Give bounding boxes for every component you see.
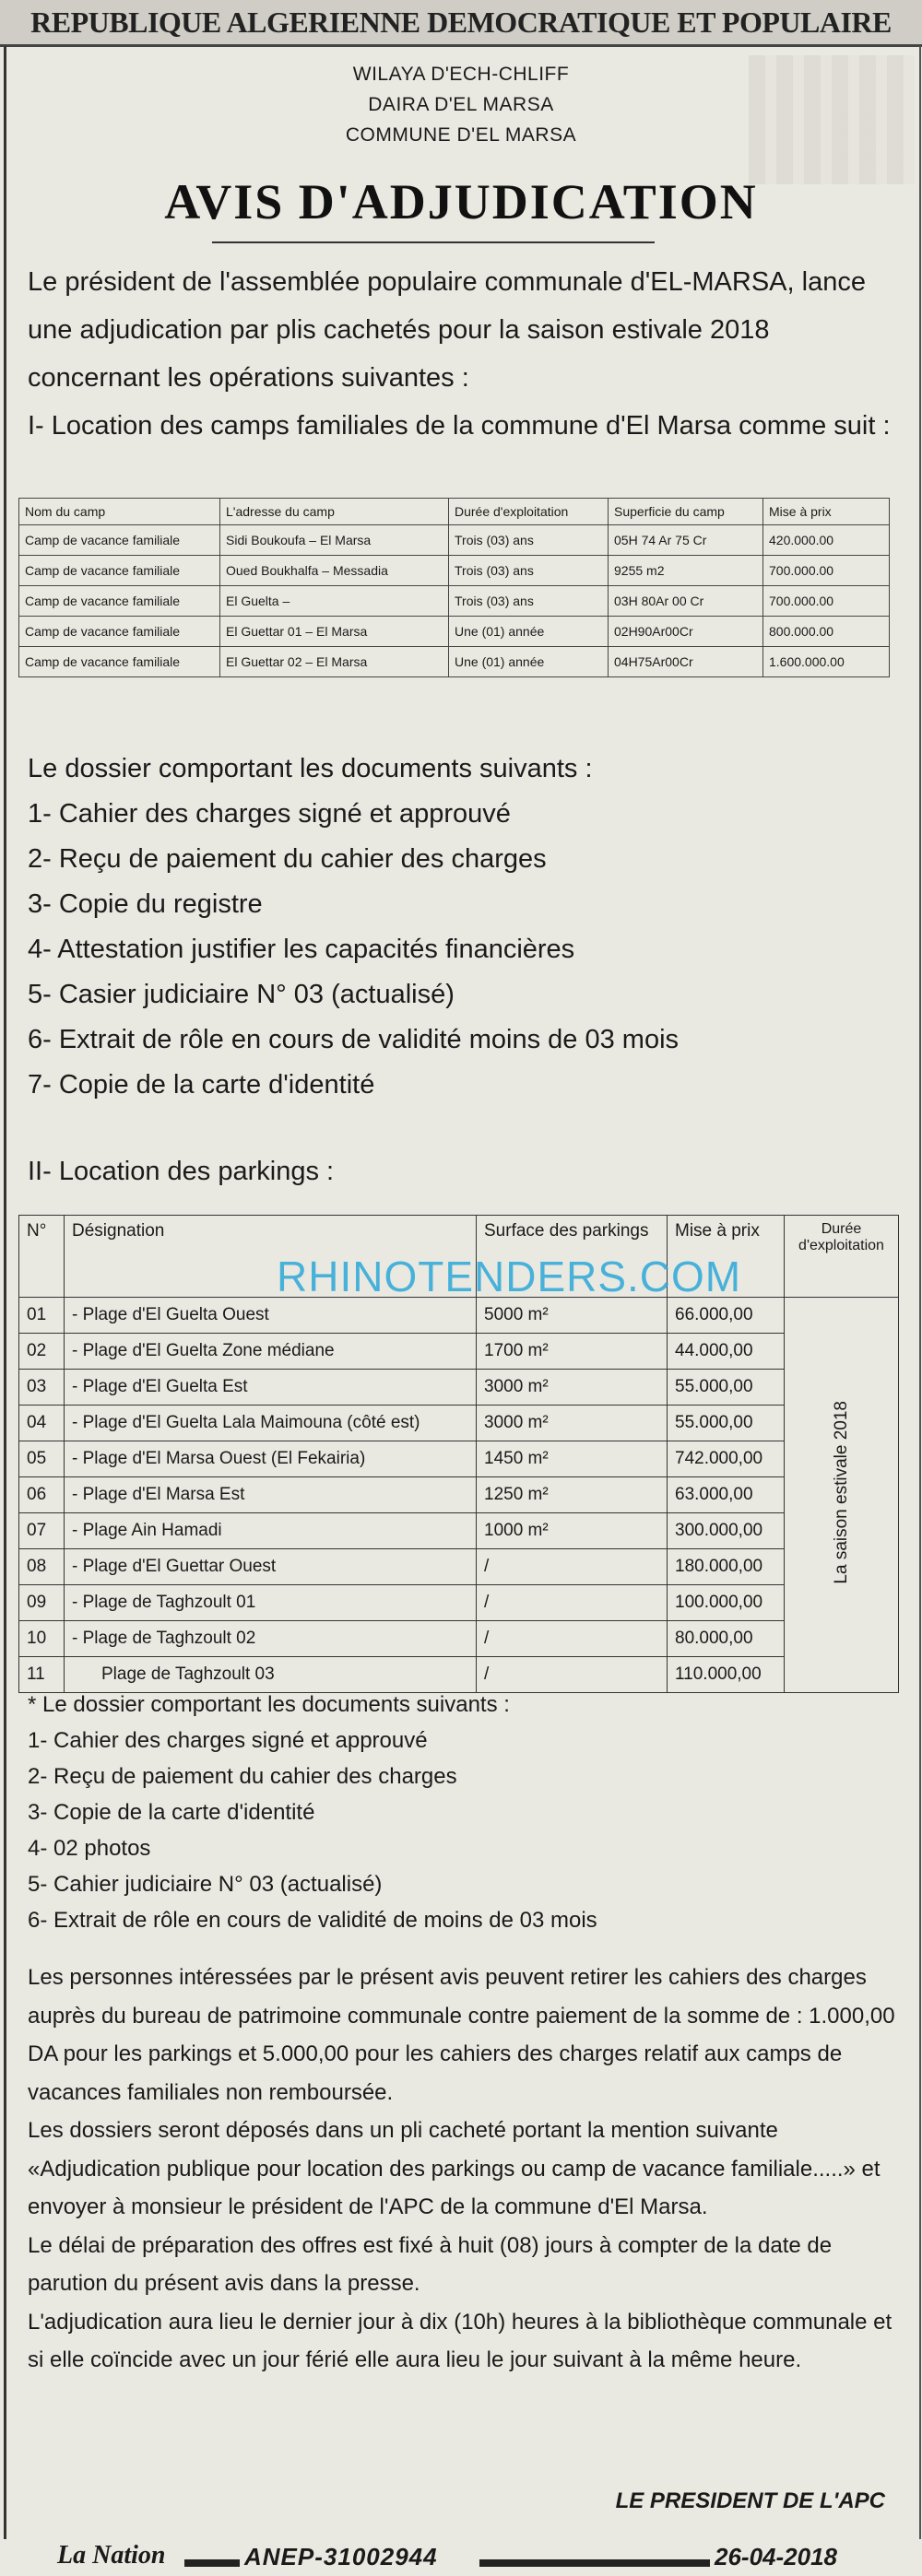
header-cell: Mise à prix bbox=[763, 499, 890, 525]
cell: - Plage de Taghzoult 02 bbox=[65, 1621, 477, 1657]
cell: 1.600.000.00 bbox=[763, 647, 890, 677]
cell: 700.000.00 bbox=[763, 586, 890, 617]
cell: Oued Boukhalfa – Messadia bbox=[220, 556, 449, 586]
cell: / bbox=[477, 1657, 668, 1693]
cell: 02H90Ar00Cr bbox=[609, 617, 763, 647]
cell: 180.000,00 bbox=[668, 1549, 785, 1585]
cell: 55.000,00 bbox=[668, 1370, 785, 1406]
anep-reference: ANEP-31002944 bbox=[244, 2543, 438, 2570]
table-row bbox=[19, 647, 890, 677]
signature: LE PRESIDENT DE L'APC bbox=[615, 2488, 885, 2513]
cell: 01 bbox=[19, 1298, 65, 1334]
documents-list-parkings bbox=[28, 1687, 904, 1938]
cell: 80.000,00 bbox=[668, 1621, 785, 1657]
header-cell: Superficie du camp bbox=[609, 499, 763, 525]
section-2-heading: II- Location des parkings : bbox=[28, 1157, 335, 1186]
header-cell: Durée d'exploitation bbox=[785, 1216, 899, 1298]
table-row bbox=[19, 1406, 899, 1441]
cell: 300.000,00 bbox=[668, 1513, 785, 1549]
conditions-text bbox=[28, 1958, 899, 2380]
list-item: 5- Cahier judiciaire N° 03 (actualisé) bbox=[28, 1872, 383, 1897]
cell: 44.000,00 bbox=[668, 1334, 785, 1370]
cell: 06 bbox=[19, 1477, 65, 1513]
header-cell: Durée d'exploitation bbox=[449, 499, 609, 525]
list-intro: * Le dossier comportant les documents suivants : bbox=[28, 1692, 510, 1717]
cell: - Plage de Taghzoult 01 bbox=[65, 1585, 477, 1621]
cell: 742.000,00 bbox=[668, 1441, 785, 1477]
daira-line: DAIRA D'EL MARSA bbox=[368, 94, 554, 115]
watermark: RHINOTENDERS.COM bbox=[277, 1253, 742, 1300]
list-item: 4- 02 photos bbox=[28, 1836, 151, 1861]
cell: Camp de vacance familiale bbox=[19, 617, 220, 647]
paragraph: Les personnes intéressées par le présent avis peuvent retirer les cahiers des charges auprès du bureau de patrimoine communale contre paiement de la somme de : 1.000,00 DA pour les parkings et 5.000,00 pour les cahiers des charges relatif aux camps de vacances familiales non remboursée. bbox=[28, 1965, 895, 2105]
intro bbox=[28, 258, 894, 450]
cell: 1700 m² bbox=[477, 1334, 668, 1370]
cell: 3000 m² bbox=[477, 1406, 668, 1441]
cell: 03H 80Ar 00 Cr bbox=[609, 586, 763, 617]
duration-cell bbox=[785, 1298, 899, 1693]
cell: 10 bbox=[19, 1621, 65, 1657]
cell: - Plage d'El Guelta Est bbox=[65, 1370, 477, 1406]
header-cell: Nom du camp bbox=[19, 499, 220, 525]
cell: 03 bbox=[19, 1370, 65, 1406]
cell: / bbox=[477, 1549, 668, 1585]
cell: 04 bbox=[19, 1406, 65, 1441]
duration-text: La saison estivale 2018 bbox=[831, 1400, 851, 1584]
cell: Une (01) année bbox=[449, 647, 609, 677]
notice-title: AVIS D'ADJUDICATION bbox=[164, 174, 758, 229]
cell: El Guelta – bbox=[220, 586, 449, 617]
cell: - Plage d'El Guettar Ouest bbox=[65, 1549, 477, 1585]
cell: 66.000,00 bbox=[668, 1298, 785, 1334]
table-row bbox=[19, 556, 890, 586]
wilaya-line: WILAYA D'ECH-CHLIFF bbox=[352, 64, 570, 85]
header-cell: Désignation bbox=[65, 1216, 477, 1298]
issuer-header bbox=[0, 59, 922, 150]
header-cell: L'adresse du camp bbox=[220, 499, 449, 525]
list-item: 6- Extrait de rôle en cours de validité moins de 03 mois bbox=[28, 1025, 680, 1054]
list-item: 2- Reçu de paiement du cahier des charges bbox=[28, 844, 547, 874]
header-cell: N° bbox=[19, 1216, 65, 1298]
list-intro: Le dossier comportant les documents suivants : bbox=[28, 754, 593, 783]
cell: 3000 m² bbox=[477, 1370, 668, 1406]
cell: Camp de vacance familiale bbox=[19, 556, 220, 586]
cell: 700.000.00 bbox=[763, 556, 890, 586]
paragraph: Le délai de préparation des offres est fixé à huit (08) jours à compter de la date de parution du présent avis dans la presse. bbox=[28, 2232, 833, 2296]
paragraph: Les dossiers seront déposés dans un pli cacheté portant la mention suivante «Adjudication publique pour location des parkings ou camp de vacance familiale.....» et envoyer à monsieur le président de l'APC de la commune d'El Marsa. bbox=[28, 2118, 881, 2219]
cell: Trois (03) ans bbox=[449, 556, 609, 586]
intro-paragraph: Le président de l'assemblée populaire communale d'EL-MARSA, lance une adjudication par plis cachetés pour la saison estivale 2018 concernant les opérations suivantes : bbox=[28, 267, 866, 393]
header-cell: Surface des parkings bbox=[477, 1216, 668, 1298]
cell: - Plage d'El Guelta Ouest bbox=[65, 1298, 477, 1334]
table-row bbox=[19, 617, 890, 647]
cell: - Plage d'El Marsa Ouest (El Fekairia) bbox=[65, 1441, 477, 1477]
cell: 55.000,00 bbox=[668, 1406, 785, 1441]
table-row bbox=[19, 1513, 899, 1549]
list-item: 6- Extrait de rôle en cours de validité de moins de 03 mois bbox=[28, 1908, 597, 1933]
commune-line: COMMUNE D'EL MARSA bbox=[345, 124, 577, 146]
banner-text: REPUBLIQUE ALGERIENNE DEMOCRATIQUE ET POPULAIRE bbox=[30, 5, 892, 39]
table-row bbox=[19, 525, 890, 556]
newspaper-name: La Nation bbox=[57, 2541, 166, 2570]
footer-rule bbox=[184, 2559, 240, 2567]
list-item: 2- Reçu de paiement du cahier des charges bbox=[28, 1764, 457, 1789]
cell: Trois (03) ans bbox=[449, 525, 609, 556]
cell: - Plage d'El Guelta Lala Maimouna (côté est) bbox=[65, 1406, 477, 1441]
list-item: 5- Casier judiciaire N° 03 (actualisé) bbox=[28, 980, 455, 1009]
table-row bbox=[19, 1441, 899, 1477]
cell: - Plage d'El Marsa Est bbox=[65, 1477, 477, 1513]
footer-rule bbox=[479, 2559, 710, 2567]
cell: Une (01) année bbox=[449, 617, 609, 647]
cell: Camp de vacance familiale bbox=[19, 586, 220, 617]
cell: 07 bbox=[19, 1513, 65, 1549]
table-row bbox=[19, 1621, 899, 1657]
cell: El Guettar 02 – El Marsa bbox=[220, 647, 449, 677]
table-row bbox=[19, 1585, 899, 1621]
cell: 05 bbox=[19, 1441, 65, 1477]
list-item: 7- Copie de la carte d'identité bbox=[28, 1070, 375, 1100]
cell: 1250 m² bbox=[477, 1477, 668, 1513]
cell: Trois (03) ans bbox=[449, 586, 609, 617]
camps-table-header bbox=[19, 499, 890, 525]
cell: 08 bbox=[19, 1549, 65, 1585]
documents-list-camps bbox=[28, 747, 894, 1108]
cell: 800.000.00 bbox=[763, 617, 890, 647]
table-row bbox=[19, 586, 890, 617]
banner bbox=[0, 0, 922, 47]
cell: Plage de Taghzoult 03 bbox=[65, 1657, 477, 1693]
cell: Sidi Boukoufa – El Marsa bbox=[220, 525, 449, 556]
cell: Camp de vacance familiale bbox=[19, 525, 220, 556]
cell: 1450 m² bbox=[477, 1441, 668, 1477]
cell: / bbox=[477, 1585, 668, 1621]
cell: 11 bbox=[19, 1657, 65, 1693]
cell: 100.000,00 bbox=[668, 1585, 785, 1621]
list-item: 3- Copie du registre bbox=[28, 889, 263, 919]
footer bbox=[0, 2539, 922, 2576]
table-row bbox=[19, 1334, 899, 1370]
table-row bbox=[19, 1477, 899, 1513]
table-row bbox=[19, 1370, 899, 1406]
cell: 1000 m² bbox=[477, 1513, 668, 1549]
list-item: 1- Cahier des charges signé et approuvé bbox=[28, 1728, 428, 1753]
table-row bbox=[19, 1298, 899, 1334]
list-item: 1- Cahier des charges signé et approuvé bbox=[28, 799, 511, 829]
list-item: 3- Copie de la carte d'identité bbox=[28, 1800, 315, 1825]
cell: 09 bbox=[19, 1585, 65, 1621]
title-underline bbox=[212, 241, 655, 243]
table-row bbox=[19, 1549, 899, 1585]
cell: 9255 m2 bbox=[609, 556, 763, 586]
cell: 63.000,00 bbox=[668, 1477, 785, 1513]
cell: Camp de vacance familiale bbox=[19, 647, 220, 677]
publication-date: 26-04-2018 bbox=[715, 2543, 837, 2570]
cell: 5000 m² bbox=[477, 1298, 668, 1334]
cell: - Plage d'El Guelta Zone médiane bbox=[65, 1334, 477, 1370]
cell: 02 bbox=[19, 1334, 65, 1370]
cell: El Guettar 01 – El Marsa bbox=[220, 617, 449, 647]
section-1-heading: I- Location des camps familiales de la commune d'El Marsa comme suit : bbox=[28, 411, 891, 441]
cell: - Plage Ain Hamadi bbox=[65, 1513, 477, 1549]
header-cell: Mise à prix bbox=[668, 1216, 785, 1298]
cell: 420.000.00 bbox=[763, 525, 890, 556]
cell: 110.000,00 bbox=[668, 1657, 785, 1693]
cell: / bbox=[477, 1621, 668, 1657]
cell: 04H75Ar00Cr bbox=[609, 647, 763, 677]
paragraph: L'adjudication aura lieu le dernier jour à dix (10h) heures à la bibliothèque communale et si elle coïncide avec un jour férié elle aura lieu le jour suivant à la même heure. bbox=[28, 2309, 892, 2372]
cell: 05H 74 Ar 75 Cr bbox=[609, 525, 763, 556]
camps-table bbox=[18, 498, 890, 677]
list-item: 4- Attestation justifier les capacités financières bbox=[28, 935, 575, 964]
